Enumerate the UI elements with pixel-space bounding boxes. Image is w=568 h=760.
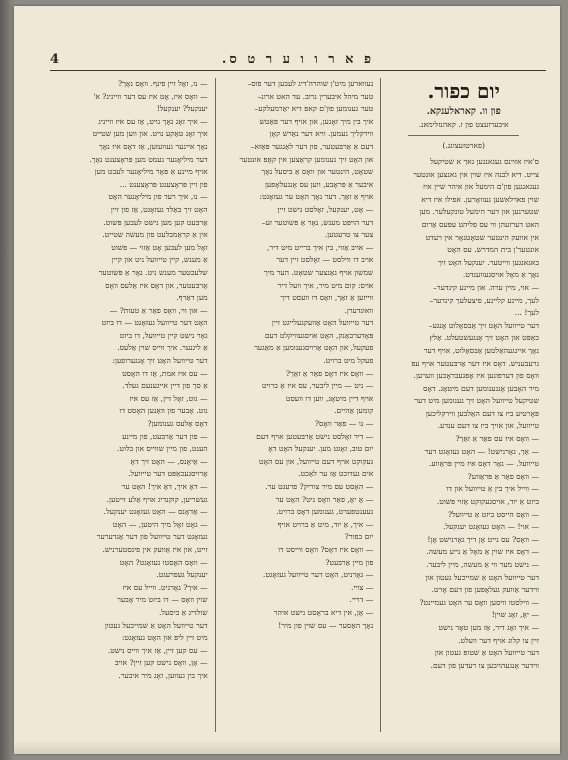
text-line: ס'איז אזוינס געגאנגען נאך א שטיקעל: [430, 157, 539, 166]
text-line: אין אוועק הינטער שטאָטנאָר אין רעדט: [425, 232, 539, 242]
text-line: יענקעל? יענקעל!: [156, 104, 208, 114]
column-left: [50, 78, 216, 732]
text-line: — איך זאָג נאָך נויט, אַז עס איז ווייניג: [98, 116, 208, 126]
text-line: — איך, אַ יוד, מיט אַ ברויט אויף: [277, 519, 374, 529]
text-line: אַ ליגנער. איך ווייס שוין אַלעס.: [117, 343, 208, 353]
text-line: — דיר זאָלסט נישט אַרבּעטען אויף דעם: [256, 431, 374, 441]
text-line: פּאָדערבאַנק, האָט אויסגעוויקלט דעם: [264, 330, 374, 340]
text-line: — וואָס פאַר אַ פּראַווע?: [467, 471, 539, 481]
text-line: נאָך איינגעהאַלטען אַבסאָלוט, אויף דער: [423, 345, 539, 355]
text-line: — יאָ, זאָג שוין!: [491, 610, 539, 620]
newspaper-page: [14, 6, 560, 754]
text-line: — אויב אַזוי, בין איך ברייט מיט דיר,: [266, 242, 374, 252]
text-line: ביזט אַ יוד, אויסגעקוקט אַזוי פּשוט.: [436, 497, 539, 507]
article-title: יום כפור.: [427, 79, 500, 103]
article-heading: [388, 78, 539, 152]
text-line: דער מיליאָנער נעמט מען פּראָצענט נאָך.: [89, 154, 208, 164]
text-line: — און ווי, וואָס פאַר אַ טעות? —: [109, 305, 208, 315]
text-line: — עס איז אמת, אַז דו האָסט: [122, 368, 208, 378]
text-line: דער טייוועל האָט אַ שמייכעל געטון: [104, 620, 208, 630]
heading-divider: [408, 135, 519, 136]
text-line: — איך? גאָרניט. ווייל עס איז: [122, 582, 208, 592]
text-columns: [50, 78, 546, 732]
text-line: איך בין געווען, זאָג מיר איבער.: [118, 670, 208, 680]
text-line: — וואָס הייסט ביזט אַ טייוועל?: [448, 509, 539, 519]
text-line: אַ סך פון דיין אייגענעם געלד.: [122, 381, 208, 391]
text-line: — אוי! — האָט געזאָגט יענקעל.: [443, 522, 539, 532]
text-line: מיר האָבען אָנגענומען דעם מיטאָג. דאָס: [423, 383, 539, 393]
text-line: — נישט מער ווי אַ מעשה, מיין ליבער.: [426, 560, 539, 569]
text-line: — ווייל איך בין אַ טייוועל און דו: [446, 484, 539, 494]
text-line: — פון דער אַרבּעט, פון מיינע: [122, 431, 208, 441]
text-line: אויב דו ווילסט — זאָלסט זיין דער: [276, 255, 374, 265]
text-line: — גאָרניט, האָט דער טייוועל געזאָגט.: [262, 570, 374, 580]
text-line: אויף אַ זאַך. דער נאָך האָט ער געזאָגט:: [259, 192, 374, 202]
text-line: שטערנען און דער הימעל טונקעלער. מען: [419, 207, 539, 217]
column-middle: [216, 78, 382, 732]
text-line: — דאָ איך, דאָ איך! האָט ער: [121, 482, 208, 491]
text-line: ווירקליך נעמען. וויא דער נאַרש קאָן: [269, 129, 374, 139]
text-line: צייט. דיא לבנה איז שוין אין גאנצען אונטער: [413, 169, 539, 179]
text-line: גרעבעניש. דאָס איז דער אַרבּעטער אויף עפּ: [411, 358, 539, 368]
column-middle-text: [223, 78, 374, 632]
text-line: שטאָט, הינטער און וואָס אַ ביסעל נאָך: [261, 167, 374, 177]
text-line: — וואָס איז דאָס? וואָס ווייסט דו: [278, 544, 374, 554]
text-line: שלעכטער מענש ניט. נאָר אַ פּשוטער: [98, 267, 208, 277]
text-line: לעך, מיינע קליינע, פיצעלעך קינדער–: [429, 295, 539, 305]
text-line: — ווילסטו וויסען וואָס ער האָט געמיינט?: [419, 597, 539, 607]
text-line: אויף דיין מיטאָג, ווען דו וועסט: [285, 393, 374, 403]
text-line: געגאנגען פון'ם הימעל און איהר שיין איז: [423, 182, 539, 192]
text-line: אַרבּעט קען מען נישט לעבען פּשוט.: [103, 217, 208, 227]
article-section-note: (פארטזעצונג.): [442, 141, 485, 150]
text-line: — אָן, אין דיא בראָסט נישט איהר: [273, 607, 374, 617]
text-line: ווידער אָנגעהויבען צו רעדען פון דעם.: [430, 660, 539, 670]
text-line: — וואָס איז, אָט איז עס דער ווייניג? א': [93, 91, 208, 101]
text-line: אונטער'ן בית המדרש. עס האָט: [447, 245, 539, 255]
text-line: איך זאָג טאַקע נויט. און ווען מען שטייט: [92, 129, 208, 139]
text-line: וואונדערן.: [344, 305, 374, 315]
newspaper-title: פ א ר ו ו ע ר ט ס.: [221, 52, 375, 67]
text-line: לעך! ...: [514, 308, 539, 318]
text-line: פעקל מיט ברויט.: [323, 356, 374, 366]
text-line: דער טייוועל האָט זיך אַבסאָלוט אָנגע–: [428, 320, 539, 330]
column-left-text: [57, 78, 208, 683]
page-bottom-edge: [14, 740, 560, 754]
text-line: פעקעל, און האָט אַרויסגענומען אַ מאַגער: [254, 343, 374, 353]
text-line: יענקעל געפרעגט.: [156, 570, 208, 580]
text-line: האט דערזעהן ווי עס פליהט עפּעס אַרום: [421, 219, 539, 229]
text-line: — אַך, גאָרנישט! — האָט געזאָגט דער: [424, 446, 539, 456]
text-line: דעם אַ אַרבּעטער, פון דער לאַנגער פּאַזא–: [250, 141, 374, 151]
text-line: טייוועל. — נאָר דאָס איז מיין פּראַווע.: [428, 459, 539, 469]
text-line: — אָט, יענקעל, זאָלסט נישט זיין: [277, 204, 374, 214]
text-line: פון זיין פּראָצענט פּראָצענט ...: [119, 179, 208, 189]
text-line: פּאָרטיע ביז צו דעם האַלבען ווירקליכען: [425, 408, 539, 418]
book-gutter-shadow: [0, 0, 14, 760]
text-line: — האָסט עס מיר צוריק? פרעגט ער.: [265, 482, 374, 491]
text-line: וואָס פון דערפונען איז אָפּגעבראָכען ווערען.: [413, 371, 539, 381]
text-line: אַ מענש, קיין טייוועל ניט און קיין: [111, 255, 208, 265]
text-line: זייט, און איז אַוועק אין פינסטערניש.: [102, 544, 208, 554]
text-line: דער טייוועל האָט זיך אָנגערופען:: [112, 356, 208, 366]
text-line: דער טייוועל האָט אַוועקגעלייגט זיין: [271, 318, 374, 328]
text-line: שוין וואָס — דו ביזט מיר אָבער: [117, 595, 208, 605]
text-line: — דאָס איז שוין אַ מאָל אַ נייע מעשה.: [426, 547, 539, 557]
text-line: — אָן, וואָס נישט קען זיין? אויב: [114, 658, 208, 668]
text-line: — וואָס איז דאָס פאַר אַ זאַך?: [285, 368, 374, 378]
text-line: דער טייוועל האָט אַ שמייכעל געטון און: [425, 572, 539, 582]
text-line: — ניט — מיין ליבער, עס איז אַ ברויט: [261, 381, 374, 391]
text-line: שטיקעל טייוועל האָט זיך גענומען מיט דער: [414, 396, 539, 406]
text-line: שולדיג אַ ביסעל.: [159, 607, 208, 617]
text-line: דער טייוועל האָט אַ שטופּ געטון און: [434, 648, 539, 658]
text-line: — נו, איך רעד פון מיליאָנער האָט: [108, 192, 208, 202]
text-line: האָט דער טייוועל געזאָגט — דו ביזט: [101, 318, 208, 328]
text-line: ווידער אַוועק געלאָפען פון דעם אָרט.: [431, 585, 539, 595]
text-line: האָט זיך באַלד געזאָגט, אַז פון זיין: [110, 204, 208, 214]
text-line: זאָל מען לעבען אָט אַזוי — פּשוט: [111, 242, 208, 252]
text-line: מיט זיין ליפּ און האָט געזאָגט:: [121, 633, 208, 643]
text-line: דאָס אַלעס גענומען?: [147, 419, 208, 429]
text-line: — וואָס? עס גייט אָן דיך גאָרנישט אָן!: [427, 534, 539, 544]
text-line: נאָך אַ מאָל אויסגעווענדט.: [462, 270, 539, 280]
text-line: אויף מיינע אַ פּאָר מיליאָנער לעבט מען: [94, 167, 208, 177]
text-line: שוין פארלאשען געוואָרען. אפילו איז דיא: [421, 194, 539, 204]
text-line: און האָט זיך גענומען קראַצען אין קאָפּ אונטער: [239, 154, 374, 164]
text-line: טייוועל, און אויך ביז צו דעם ענדע.: [437, 421, 539, 431]
text-line: נעווארען מיט'ן שוהרה'דיג לעבען דער פוס–: [247, 79, 374, 88]
text-line: יום טוב, זאָגט מען. יענקעל האָט דאָ: [268, 444, 374, 454]
text-line: הענט, פון מיין שווייס און בלוט.: [117, 444, 208, 454]
text-line: אַרבּעטער, און דאָס איז אַלעס וואָס: [105, 280, 208, 290]
article-author: פון וו. קאראלענקא.: [426, 106, 501, 117]
text-line: געשריען, קוקנדיג אויף אַלע זייטען.: [106, 494, 208, 504]
text-line: כאַפּט און האָט זיך אָנגעשטעלט. אַלץ: [429, 333, 539, 343]
column-right: [381, 78, 546, 732]
text-line: אַרויסגעכאַפּט דער טייוועל.: [128, 469, 208, 479]
text-line: — אַיאָנס, — האָט זיך דאָ: [130, 456, 208, 466]
text-line: מען דאַרף.: [176, 293, 208, 303]
text-line: צער צו טרעטען.: [324, 230, 374, 240]
text-line: — דריי.: [349, 595, 374, 605]
article-translator: איבערזעצט פון ז. קאהנזלימאנ.: [418, 120, 509, 129]
text-line: געזאָגט דער טייוועל פון דער אַנדערער: [96, 532, 208, 542]
text-line: — צויי.: [351, 582, 374, 592]
text-line: באגאנגען ווייטער. יענקעל האָט זיך: [437, 257, 539, 267]
text-line: יום כפור?: [344, 532, 374, 542]
text-line: גוט. אָבער פון וואַנען האָסט דו: [119, 406, 208, 416]
text-line: — עס קען זיין, אַז איך ווייס נישט.: [107, 645, 208, 655]
text-line: איך בין מיך זאָגען, און אויף דער פּאַטש: [259, 116, 374, 126]
text-line: קומען אַהיים.: [334, 406, 374, 416]
text-line: — וואָס איז עס פאַר אַ זאַך?: [455, 434, 539, 444]
text-line: געקוקט אויף דעם טייוועל, און עס האָט: [258, 456, 374, 466]
text-line: נאָך איינער געוועזען, אַז דאָס איז נאָך: [99, 141, 208, 151]
text-line: — אַדאָנס — האָט געזאָגט יענקעל.: [103, 507, 208, 517]
text-line: — גוט, זאָל זיין, אַז עס איז: [129, 393, 208, 403]
text-line: נאָך האַסער — עס שוין פון מיר!: [278, 620, 374, 630]
text-line: שמשון אויף גאַנצער שטאָט. הער מיך: [264, 267, 374, 277]
text-line: ווייזען אַ זאַך, וואָס דו וועסט דיך: [280, 293, 374, 303]
page-number: 4: [50, 52, 60, 67]
text-line: גאָר נישט קיין טייוועל, דו ביזט: [119, 330, 208, 340]
text-line: טער מיהל איבערין נרוב. עד האט ארונ–: [257, 91, 374, 101]
text-line: — וואָס האָסטו געזאָגט? האָט: [119, 557, 208, 567]
text-line: איבער אַ פּראָבע, ווען עס אָנגעלאָפען: [264, 179, 374, 189]
text-line: — אוי, מיין ערה. און מיינע קינדער–: [433, 282, 539, 292]
text-line: — אָ יאָ, פאַר וואָס ניט? האָט ער: [275, 494, 374, 504]
text-line: — גאָט זאָל מיך היטען, — האָט: [112, 519, 208, 529]
column-right-text: [388, 156, 539, 672]
text-line: אויס: קום מיט מיר, איך וועל דיר: [277, 280, 374, 290]
text-line: — נו, זאָל זיין פינף. וואָס נאָך?: [118, 79, 208, 88]
text-line: געענטפערט, גענומען דאָס ברויט.: [276, 507, 374, 517]
text-line: פון מיין אַרבּעט?: [325, 557, 374, 567]
text-line: זיין צו קלוג אויף דער וועלט.: [458, 635, 539, 645]
text-line: טער גענומען פון'ם קאפּ דיא יאַרמעלקע–: [254, 104, 374, 114]
page-header: [50, 48, 546, 71]
text-line: אים געדוכט אַז ער לאַכט.: [298, 469, 374, 479]
text-line: — איך זאָג דיר, אַז מען טאָר נישט: [438, 622, 539, 632]
text-line: דער הויפּט מענש, נאָר אַ פּשוטער זע–: [261, 217, 374, 227]
text-line: — נו — פאַר וואָס?: [314, 419, 374, 429]
text-line: אין אַ קראַמבלעט פון מעשה שטייט.: [102, 230, 208, 240]
